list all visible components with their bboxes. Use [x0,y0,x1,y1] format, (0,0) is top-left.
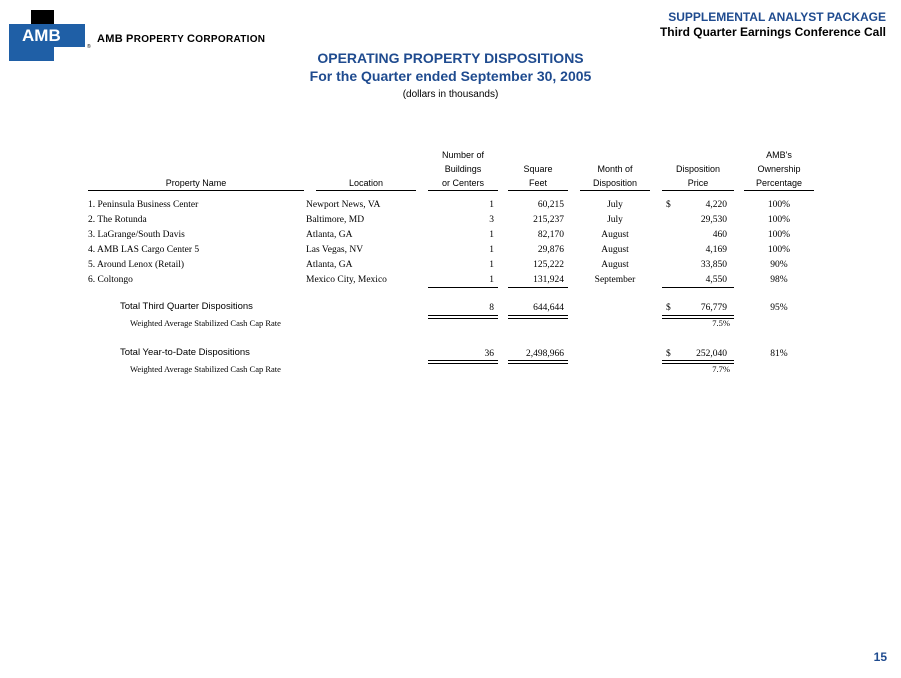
package-title: SUPPLEMENTAL ANALYST PACKAGE [668,10,886,24]
col-price-2: Price [687,178,709,188]
cap-rate-value: 7.5% [712,318,730,328]
month: July [607,200,623,210]
price: 4,220 [705,200,727,210]
total-square-feet: 644,644 [533,303,564,313]
location: Las Vegas, NV [306,245,364,255]
location: Baltimore, MD [306,215,365,225]
square-feet: 125,222 [533,260,564,270]
month: August [601,260,629,270]
total-square-feet: 2,498,966 [526,349,564,359]
total-label: Total Third Quarter Dispositions [120,301,253,312]
price: 33,850 [700,260,727,270]
price: 4,550 [705,275,727,285]
ownership: 100% [767,200,791,210]
price: 460 [712,230,727,240]
location: Atlanta, GA [306,260,353,270]
col-buildings-1: Number of [441,150,485,160]
cap-rate-value: 7.7% [712,364,730,374]
cap-rate-label: Weighted Average Stabilized Cash Cap Rate [130,318,281,328]
logo-text: AMB [22,26,61,45]
ownership: 100% [767,245,791,255]
buildings: 1 [489,245,494,255]
col-ownership-3: Percentage [755,178,803,188]
month: August [601,230,629,240]
location: Newport News, VA [306,200,381,210]
page-number: 15 [873,650,887,664]
total-label: Total Year-to-Date Dispositions [120,347,250,358]
total-buildings: 8 [489,303,494,313]
square-feet: 215,237 [533,215,564,225]
ownership: 90% [770,260,788,270]
price: 4,169 [705,245,727,255]
property-name: 6. Coltongo [88,275,133,285]
square-feet: 82,170 [537,230,564,240]
col-location: Location [348,178,384,188]
buildings: 3 [489,215,494,225]
ownership: 98% [770,275,788,285]
col-property-name: Property Name [165,178,227,188]
col-sqft-2: Feet [528,178,547,188]
property-name: 4. AMB LAS Cargo Center 5 [88,245,200,255]
property-name: 5. Around Lenox (Retail) [88,260,185,270]
buildings: 1 [489,260,494,270]
property-name: 2. The Rotunda [88,215,147,225]
ownership: 100% [767,215,791,225]
month: July [607,215,623,225]
buildings: 1 [489,200,494,210]
col-month-2: Disposition [592,178,638,188]
page-title: OPERATING PROPERTY DISPOSITIONS [317,50,584,66]
square-feet: 60,215 [537,200,564,210]
conference-call: Third Quarter Earnings Conference Call [659,25,886,39]
square-feet: 29,876 [537,245,564,255]
page-subtitle: For the Quarter ended September 30, 2005 [309,68,592,84]
property-name: 3. LaGrange/South Davis [88,230,185,240]
ownership: 100% [767,230,791,240]
total-price: 252,040 [696,349,727,359]
col-sqft-1: Square [523,164,553,174]
square-feet: 131,924 [533,275,564,285]
buildings: 1 [489,230,494,240]
registered-mark: ® [87,44,91,50]
col-ownership-2: Ownership [757,164,801,174]
month: August [601,245,629,255]
total-ownership: 95% [770,303,788,313]
month: September [594,275,636,285]
total-buildings: 36 [484,349,494,359]
currency: $ [666,200,671,210]
cap-rate-label: Weighted Average Stabilized Cash Cap Rate [130,364,281,374]
buildings: 1 [489,275,494,285]
company-name: AMB PROPERTY CORPORATION [97,33,266,45]
location: Mexico City, Mexico [306,275,387,285]
col-buildings-3: or Centers [441,178,485,188]
property-name: 1. Peninsula Business Center [88,200,199,210]
col-month-1: Month of [597,164,633,174]
units-note: (dollars in thousands) [402,89,499,100]
total-currency: $ [666,303,671,313]
total-price: 76,779 [700,303,727,313]
total-currency: $ [666,349,671,359]
col-buildings-2: Buildings [444,164,482,174]
col-price-1: Disposition [675,164,721,174]
price: 29,530 [700,215,727,225]
location: Atlanta, GA [306,230,353,240]
col-ownership-1: AMB's [766,150,792,160]
total-ownership: 81% [770,349,788,359]
